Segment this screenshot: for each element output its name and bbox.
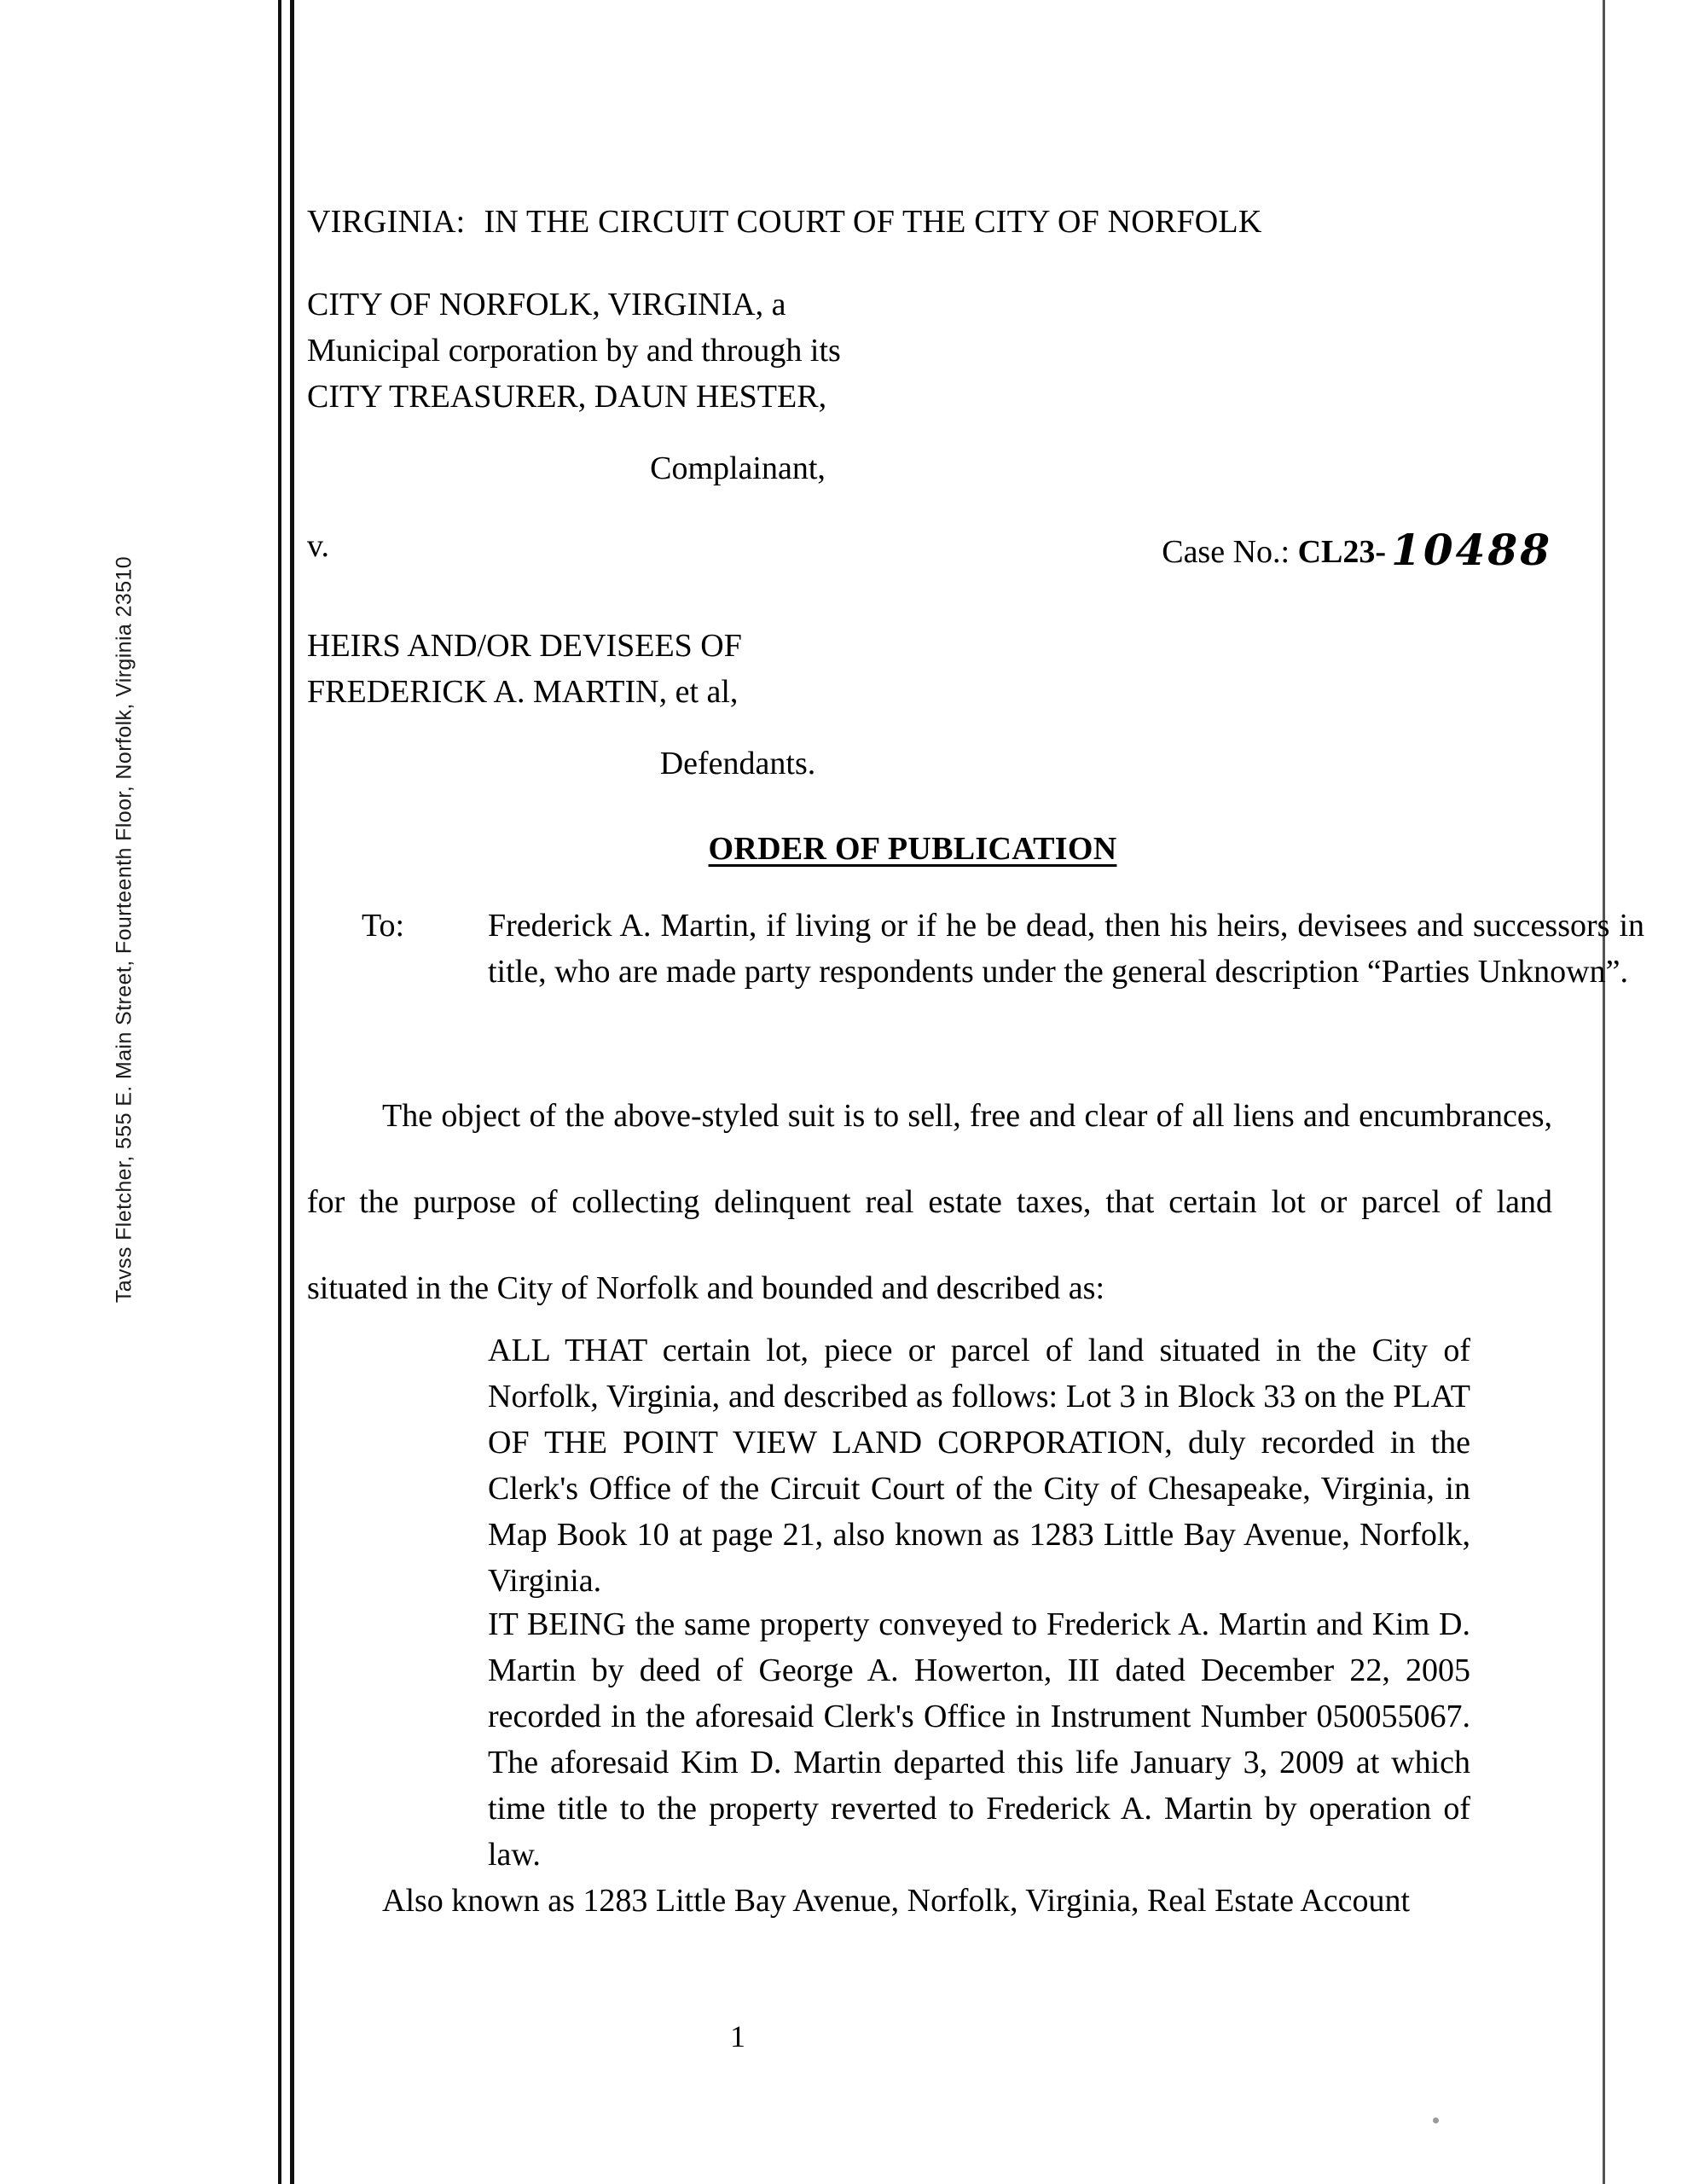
defendant-line-2: FREDERICK A. MARTIN, et al, (307, 674, 739, 710)
right-margin-rule (1603, 0, 1605, 2184)
law-firm-sidemark: Tavss Fletcher, 555 E. Main Street, Fourteenth Floor, Norfolk, Virginia 23510 (112, 555, 136, 1304)
court-caption-line (307, 203, 1261, 241)
versus-label: v. (307, 528, 330, 564)
document-body (307, 0, 1644, 2184)
object-of-suit-paragraph: The object of the above-styled suit is to sell, free and clear of all liens and encumbrances, for the purpose of collecting delinquent real estate taxes, that certain lot or parcel of land situated in the City of Norfolk and bounded and described as: (307, 1098, 1552, 1306)
addressee-block (362, 903, 1644, 995)
case-number-label: Case No.: (1162, 534, 1290, 570)
plaintiff-caption (307, 282, 841, 420)
plaintiff-line-3: CITY TREASURER, DAUN HESTER, (307, 379, 827, 415)
addressee-label: To: (362, 908, 405, 944)
plaintiff-line-1: CITY OF NORFOLK, VIRGINIA, a (307, 287, 786, 322)
defendant-caption (307, 623, 742, 715)
case-number-prefix: CL23- (1297, 534, 1387, 570)
page-number: 1 (730, 2019, 745, 2053)
scan-artifact-speck (1433, 2117, 1439, 2123)
case-number (307, 522, 1552, 575)
legal-description-block: ALL THAT certain lot, piece or parcel of land situated in the City of Norfolk, Virginia, and described as follows: Lot 3 in Block 33 on the PLAT OF THE POINT VIEW LAND CORPORATION, duly recorded in the Clerk's Office of the Circuit Court of the City of Chesapeake, Virginia, in Map Book 10 at page 21, also known as 1283 Little Bay Avenue, Norfolk, Virginia. (488, 1333, 1470, 1599)
defendants-label: Defendants. (659, 746, 816, 781)
court-name: IN THE CIRCUIT COURT OF THE CITY OF NORFOLK (484, 204, 1262, 240)
left-margin-rule-outer (278, 0, 281, 2184)
case-number-handwritten-value: 10488 (1391, 525, 1552, 575)
complainant-label: Complainant, (650, 450, 826, 486)
defendant-line-1: HEIRS AND/OR DEVISEES OF (307, 628, 742, 664)
also-known-as-line: Also known as 1283 Little Bay Avenue, Norfolk, Virginia, Real Estate Account (382, 1883, 1411, 1919)
addressee-text: Frederick A. Martin, if living or if he be dead, then his heirs, devisees and successors in title, who are made party respondents under the general description “Parties Unknown”. (488, 908, 1644, 990)
page-title: ORDER OF PUBLICATION (708, 831, 1117, 867)
left-margin-rule-inner (290, 0, 294, 2184)
court-jurisdiction: VIRGINIA: (307, 204, 466, 240)
chain-of-title-block: IT BEING the same property conveyed to Frederick A. Martin and Kim D. Martin by deed of George A. Howerton, III dated December 22, 2005 recorded in the aforesaid Clerk's Office in Instrument Number 050055067. The aforesaid Kim D. Martin departed this life January 3, 2009 at which time title to the property reverted to Frederick A. Martin by operation of law. (488, 1606, 1470, 1873)
plaintiff-line-2: Municipal corporation by and through its (307, 333, 841, 369)
